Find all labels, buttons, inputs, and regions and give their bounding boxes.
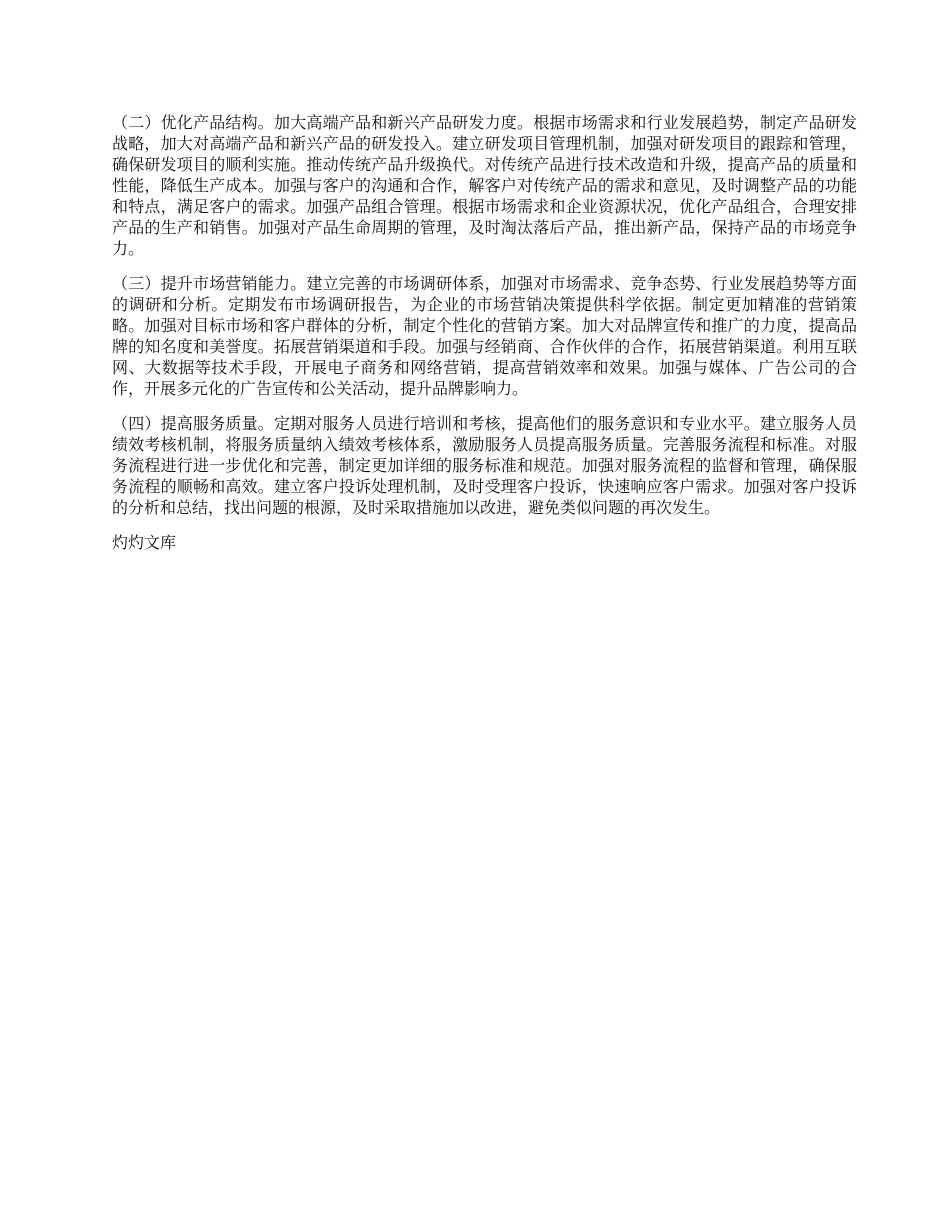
source-footer: 灼灼文库 bbox=[112, 533, 177, 552]
paragraph-marketing: （三）提升市场营销能力。建立完善的市场调研体系，加强对市场需求、竞争态势、行业发展趋势等方面的调研和分析。定期发布市场调研报告，为企业的市场营销决策提供科学依据。制定更加精准的营销策略。加强对目标市场和客户群体的分析，制定个性化的营销方案。加大对品牌宣传和推广的力度，提高品牌的知名度和美誉度。拓展营销渠道和手段。加强与经销商、合作伙伴的合作，拓展营销渠道。利用互联网、大数据等技术手段，开展电子商务和网络营销，提高营销效率和效果。加强与媒体、广告公司的合作，开展多元化的广告宣传和公关活动，提升品牌影响力。 bbox=[112, 274, 857, 398]
paragraph-product-structure: （二）优化产品结构。加大高端产品和新兴产品研发力度。根据市场需求和行业发展趋势，制定产品研发战略，加大对高端产品和新兴产品的研发投入。建立研发项目管理机制，加强对研发项目的跟踪和管理，确保研发项目的顺利实施。推动传统产品升级换代。对传统产品进行技术改造和升级，提高产品的质量和性能，降低生产成本。加强与客户的沟通和合作，解客户对传统产品的需求和意见，及时调整产品的功能和特点，满足客户的需求。加强产品组合管理。根据市场需求和企业资源状况，优化产品组合，合理安排产品的生产和销售。加强对产品生命周期的管理，及时淘汰落后产品，推出新产品，保持产品的市场竞争力。 bbox=[112, 113, 857, 258]
paragraph-service-quality: （四）提高服务质量。定期对服务人员进行培训和考核，提高他们的服务意识和专业水平。建立服务人员绩效考核机制，将服务质量纳入绩效考核体系，激励服务人员提高服务质量。完善服务流程和标准。对服务流程进行进一步优化和完善，制定更加详细的服务标准和规范。加强对服务流程的监督和管理，确保服务流程的顺畅和高效。建立客户投诉处理机制，及时受理客户投诉，快速响应客户需求。加强对客户投诉的分析和总结，找出问题的根源，及时采取措施加以改进，避免类似问题的再次发生。 bbox=[112, 414, 857, 517]
document-page bbox=[112, 112, 857, 553]
